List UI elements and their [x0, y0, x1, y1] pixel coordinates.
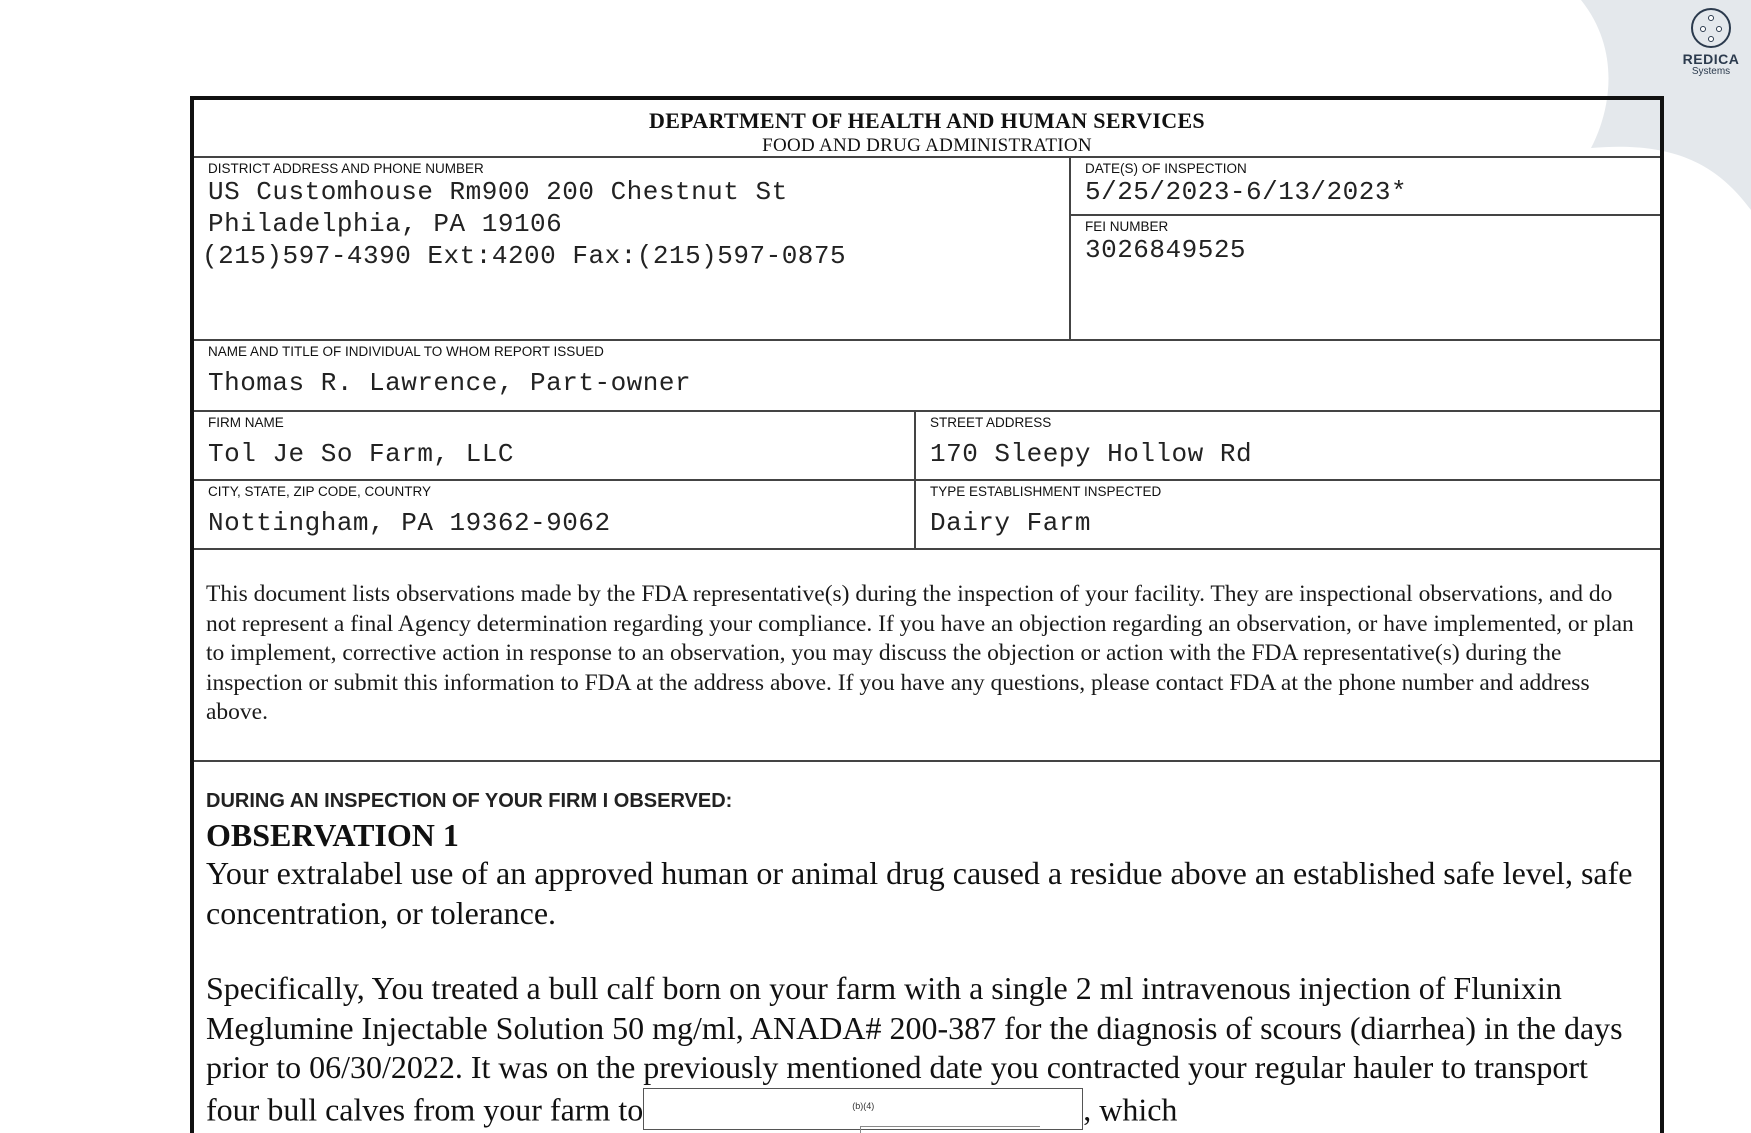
address-row [194, 158, 1660, 341]
district-line-1: US Customhouse Rm900 200 Chestnut St [208, 177, 788, 207]
district-line-2: Philadelphia, PA 19106 [208, 209, 563, 239]
form-header [194, 100, 1660, 158]
firm-name-cell [194, 412, 914, 479]
redaction-box [643, 1088, 1083, 1130]
observation-detail [206, 969, 1640, 1130]
inspection-dates-value: 5/25/2023-6/13/2023* [1085, 177, 1408, 207]
fei-value: 3026849525 [1085, 235, 1247, 265]
individual-value: Thomas R. Lawrence, Part-owner [208, 368, 692, 398]
redaction-label: (b)(4) [852, 1101, 875, 1111]
fda-483-form [190, 96, 1664, 1133]
logo-name: REDICA [1682, 51, 1740, 67]
establishment-value: Dairy Farm [930, 508, 1092, 538]
redica-logo [1671, 8, 1751, 77]
firm-row [194, 412, 1660, 481]
redica-tree-icon [1691, 8, 1731, 48]
individual-cell [194, 341, 1660, 410]
city-row [194, 481, 1660, 550]
fei-label: FEI NUMBER [1085, 219, 1169, 234]
dates-fei-cell [1069, 158, 1660, 339]
observation-detail-continued: , which [1083, 1091, 1178, 1127]
observation-detail-text: Specifically, You treated a bull calf born on your farm with a single 2 ml intravenous injection of Flunixin Meglumine Injectable Solution 50 mg/ml, ANADA# 200-387 for the diagnosis of scours (diarrhea) in the days prior to 06/30/2022. It was on the previously mentioned date you contracted your regular hauler to transport four bull calves from your farm to [206, 970, 1623, 1127]
agency-title: FOOD AND DRUG ADMINISTRATION [762, 135, 1092, 156]
city-value: Nottingham, PA 19362-9062 [208, 508, 611, 538]
redaction-box-partial [860, 1126, 1040, 1133]
city-cell [194, 481, 914, 548]
city-label: CITY, STATE, ZIP CODE, COUNTRY [208, 484, 432, 499]
establishment-label: TYPE ESTABLISHMENT INSPECTED [930, 484, 1162, 499]
district-address-cell [194, 158, 1069, 339]
department-title: DEPARTMENT OF HEALTH AND HUMAN SERVICES [649, 108, 1205, 133]
inspection-dates-cell [1071, 158, 1660, 216]
individual-row [194, 341, 1660, 412]
inspection-dates-label: DATE(S) OF INSPECTION [1085, 161, 1247, 176]
observation-summary: Your extralabel use of an approved human or animal drug caused a residue above an established safe level, safe concentration, or tolerance. [206, 855, 1633, 931]
observation-title: OBSERVATION 1 [206, 817, 459, 853]
disclaimer-text: This document lists observations made by the FDA representative(s) during the inspection of your facility. They are inspectional observations, and do not represent a final Agency determination regarding your compliance. If you have an objection regarding an observation, or have implemented, or plan to implement, corrective action in response to an observation, you may discuss the objection or action with the FDA representative(s) during the inspection or submit this information to FDA at the address above. If you have any questions, please contact FDA at the phone number and address above. [194, 550, 1660, 762]
firm-name-label: FIRM NAME [208, 415, 284, 430]
firm-name-value: Tol Je So Farm, LLC [208, 439, 514, 469]
street-address-label: STREET ADDRESS [930, 415, 1052, 430]
observations-section [194, 762, 1660, 1130]
street-address-cell [914, 412, 1660, 479]
street-address-value: 170 Sleepy Hollow Rd [930, 439, 1253, 469]
observations-intro: DURING AN INSPECTION OF YOUR FIRM I OBSERVED: [206, 790, 733, 812]
fei-cell [1071, 216, 1660, 266]
individual-label: NAME AND TITLE OF INDIVIDUAL TO WHOM REPORT ISSUED [208, 344, 604, 359]
establishment-cell [914, 481, 1660, 548]
district-line-3: (215)597-4390 Ext:4200 Fax:(215)597-0875 [202, 241, 847, 271]
logo-subtitle: Systems [1691, 66, 1731, 77]
district-label: DISTRICT ADDRESS AND PHONE NUMBER [208, 161, 484, 176]
